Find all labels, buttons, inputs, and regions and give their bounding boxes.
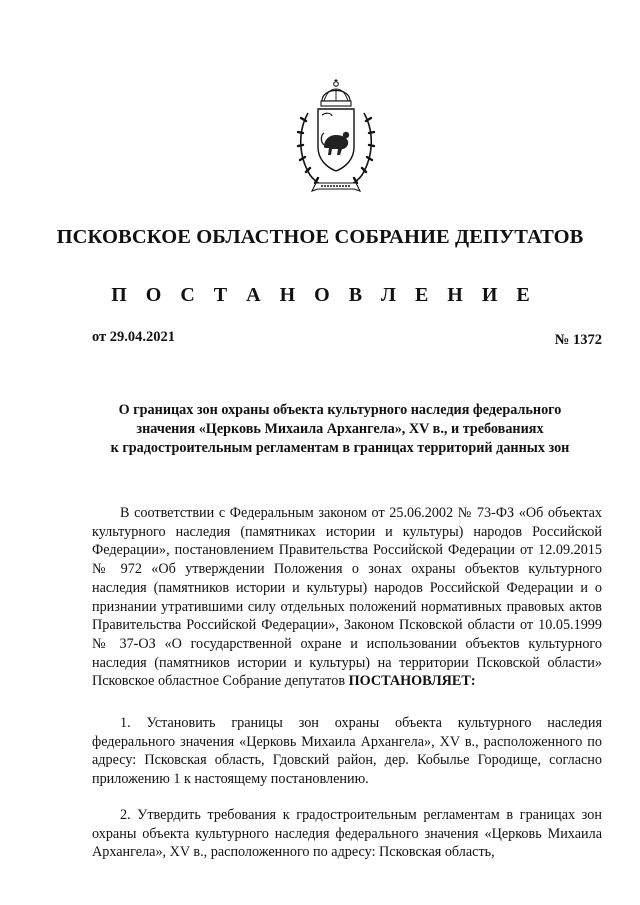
- organization-title: ПСКОВСКОЕ ОБЛАСТНОЕ СОБРАНИЕ ДЕПУТАТОВ: [56, 226, 584, 248]
- clause-1-paragraph: 1. Установить границы зон охраны объекта культурного наследия федерального значения «Церковь Михаила Архангела», XV в., расположенного по адресу: Псковская область, Гдовский район, дер. Кобылье Городище, согласно приложению 1 к настоящему постановлению.: [92, 715, 602, 788]
- pskov-region-coat-of-arms-icon: [294, 75, 378, 200]
- preamble-paragraph: [92, 504, 602, 691]
- subject-line: к градостроительным регламентам в границах территорий данных зон: [110, 440, 570, 456]
- subject-line: значения «Церковь Михаила Архангела», XV в., и требованиях: [136, 421, 544, 437]
- clause-2-paragraph: 2. Утвердить требования к градостроительным регламентам в границах зон охраны объекта культурного наследия федерального значения «Церковь Михаила Архангела», XV в., расположенного по адресу: Псковская область,: [92, 807, 602, 861]
- document-date: от 29.04.2021: [92, 329, 176, 345]
- resolution-keyword: ПОСТАНОВЛЯЕТ:: [348, 673, 476, 690]
- subject-line: О границах зон охраны объекта культурного наследия федерального: [118, 402, 562, 418]
- document-subject: [80, 401, 600, 458]
- preamble-text: В соответствии с Федеральным законом от 25.06.2002 № 73-ФЗ «Об объектах культурного наследия (памятниках истории и культуры) народов Российской Федерации», постановлением Правительства Российской Федерации от 12.09.2015 № 972 «Об утверждении Положения о зонах охраны объектов культурного наследия (памятников истории и культуры) народов Российской Федерации и о признании утратившими силу отдельных положений нормативных правовых актов Правительства Российской Федерации», Законом Псковской области от 10.05.1999 № 37-ОЗ «О государственной охране и использовании объектов культурного наследия (памятников истории и культуры) на территории Псковской области» Псковское областное Собрание депутатов: [92, 505, 602, 690]
- document-number: № 1372: [554, 332, 602, 348]
- document-type-heading: П О С Т А Н О В Л Е Н И Е: [111, 284, 537, 306]
